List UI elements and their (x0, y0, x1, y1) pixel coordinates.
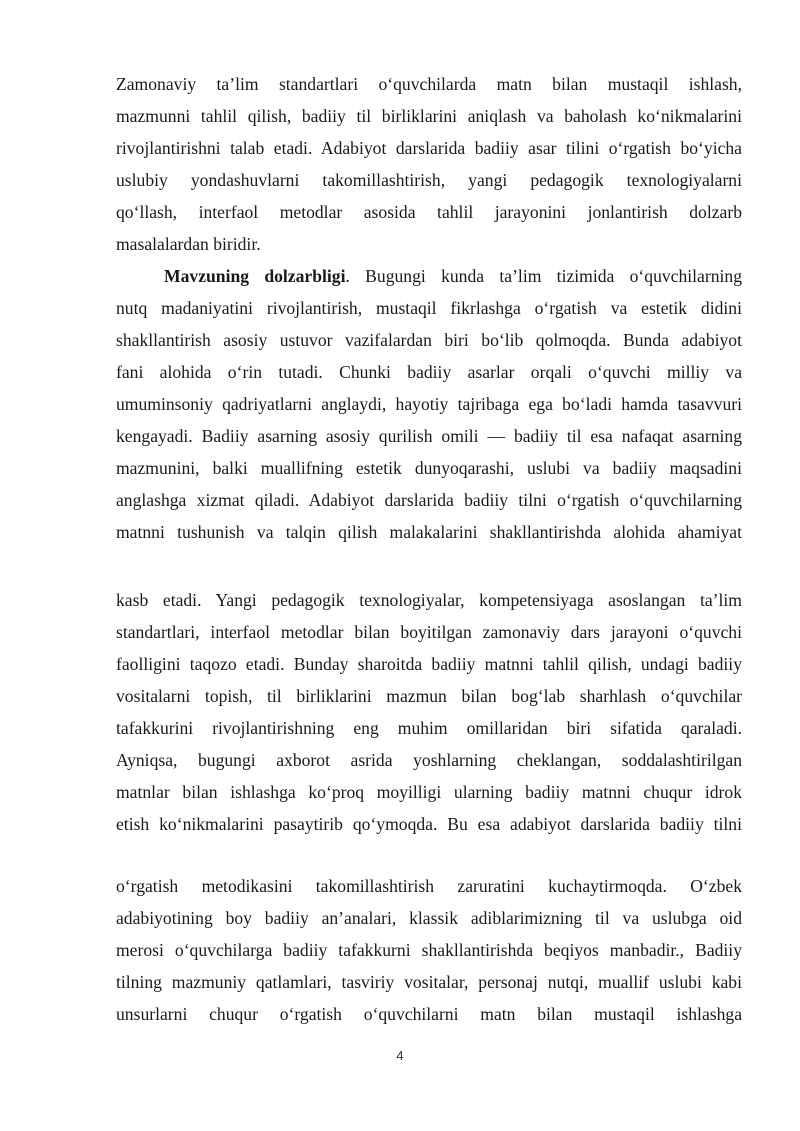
text-line: uslubiy yondashuvlarni takomillashtirish, yangi pedagogik texnologiyalarni (116, 170, 742, 190)
text-line: umuminsoniy qadriyatlarni anglaydi, hayotiy tajribaga ega bo‘ladi hamda tasavvuri (116, 394, 742, 414)
text-line: standartlari, interfaol metodlar bilan boyitilgan zamonaviy dars jarayoni o‘quvchi (116, 622, 742, 642)
text-line: Ayniqsa, bugungi axborot asrida yoshlarning cheklangan, soddalashtirilgan (116, 750, 742, 770)
text-line: faolligini taqozo etadi. Bunday sharoitda badiiy matnni tahlil qilish, undagi badiiy (116, 654, 742, 674)
text-line: merosi o‘quvchilarga badiiy tafakkurni shakllantirishda beqiyos manbadir., Badiiy (116, 940, 742, 960)
text-line (116, 260, 742, 292)
text-line: tilning mazmuniy qatlamlari, tasviriy vositalar, personaj nutqi, muallif uslubi kabi (116, 972, 742, 992)
text-line: tafakkurini rivojlantirishning eng muhim omillaridan biri sifatida qaraladi. (116, 718, 742, 738)
heading-line-rest: . Bugungi kunda ta’lim tizimida o‘quvchilarning (345, 266, 742, 286)
text-line: mazmunini, balki muallifning estetik dunyoqarashi, uslubi va badiiy maqsadini (116, 458, 742, 478)
text-line: matnni tushunish va talqin qilish malakalarini shakllantirishda alohida ahamiyat (116, 522, 742, 542)
section-heading: Mavzuning dolzarbligi (164, 266, 346, 286)
text-line: kengayadi. Badiiy asarning asosiy qurilish omili — badiiy til esa nafaqat asarning (116, 426, 742, 446)
text-line: qo‘llash, interfaol metodlar asosida tahlil jarayonini jonlantirish dolzarb (116, 202, 742, 222)
text-line: o‘rgatish metodikasini takomillashtirish zaruratini kuchaytirmoqda. O‘zbek (116, 876, 742, 896)
text-line: unsurlarni chuqur o‘rgatish o‘quvchilarni matn bilan mustaqil ishlashga (116, 1004, 742, 1024)
text-line: mazmunni tahlil qilish, badiiy til birliklarini aniqlash va baholash ko‘nikmalarini (116, 106, 742, 126)
text-line: etish ko‘nikmalarini pasaytirib qo‘ymoqda. Bu esa adabiyot darslarida badiiy tilni (116, 814, 742, 834)
text-line: fani alohida o‘rin tutadi. Chunki badiiy asarlar orqali o‘quvchi milliy va (116, 362, 742, 382)
text-line: masalalardan biridir. (116, 234, 261, 254)
paragraph-continuation-2 (116, 870, 742, 1030)
text-line: shakllantirish asosiy ustuvor vazifalardan biri bo‘lib qolmoqda. Bunda adabiyot (116, 330, 742, 350)
text-line: rivojlantirishni talab etadi. Adabiyot darslarida badiiy asar tilini o‘rgatish bo‘yicha (116, 138, 742, 158)
page-number: 4 (396, 1048, 404, 1063)
paragraph-relevance (116, 260, 742, 548)
paragraph-intro (116, 68, 742, 260)
text-line: nutq madaniyatini rivojlantirish, mustaqil fikrlashga o‘rgatish va estetik didini (116, 298, 742, 318)
text-line: vositalarni topish, til birliklarini mazmun bilan bog‘lab sharhlash o‘quvchilar (116, 686, 742, 706)
text-line: Zamonaviy ta’lim standartlari o‘quvchilarda matn bilan mustaqil ishlash, (116, 74, 742, 94)
paragraph-continuation-1 (116, 584, 742, 840)
text-line: matnlar bilan ishlashga ko‘proq moyilligi ularning badiiy matnni chuqur idrok (116, 782, 742, 802)
text-line: adabiyotining boy badiiy an’analari, klassik adiblarimizning til va uslubga oid (116, 908, 742, 928)
text-line: anglashga xizmat qiladi. Adabiyot darslarida badiiy tilni o‘rgatish o‘quvchilarning (116, 490, 742, 510)
text-line: kasb etadi. Yangi pedagogik texnologiyalar, kompetensiyaga asoslangan ta’lim (116, 590, 742, 610)
